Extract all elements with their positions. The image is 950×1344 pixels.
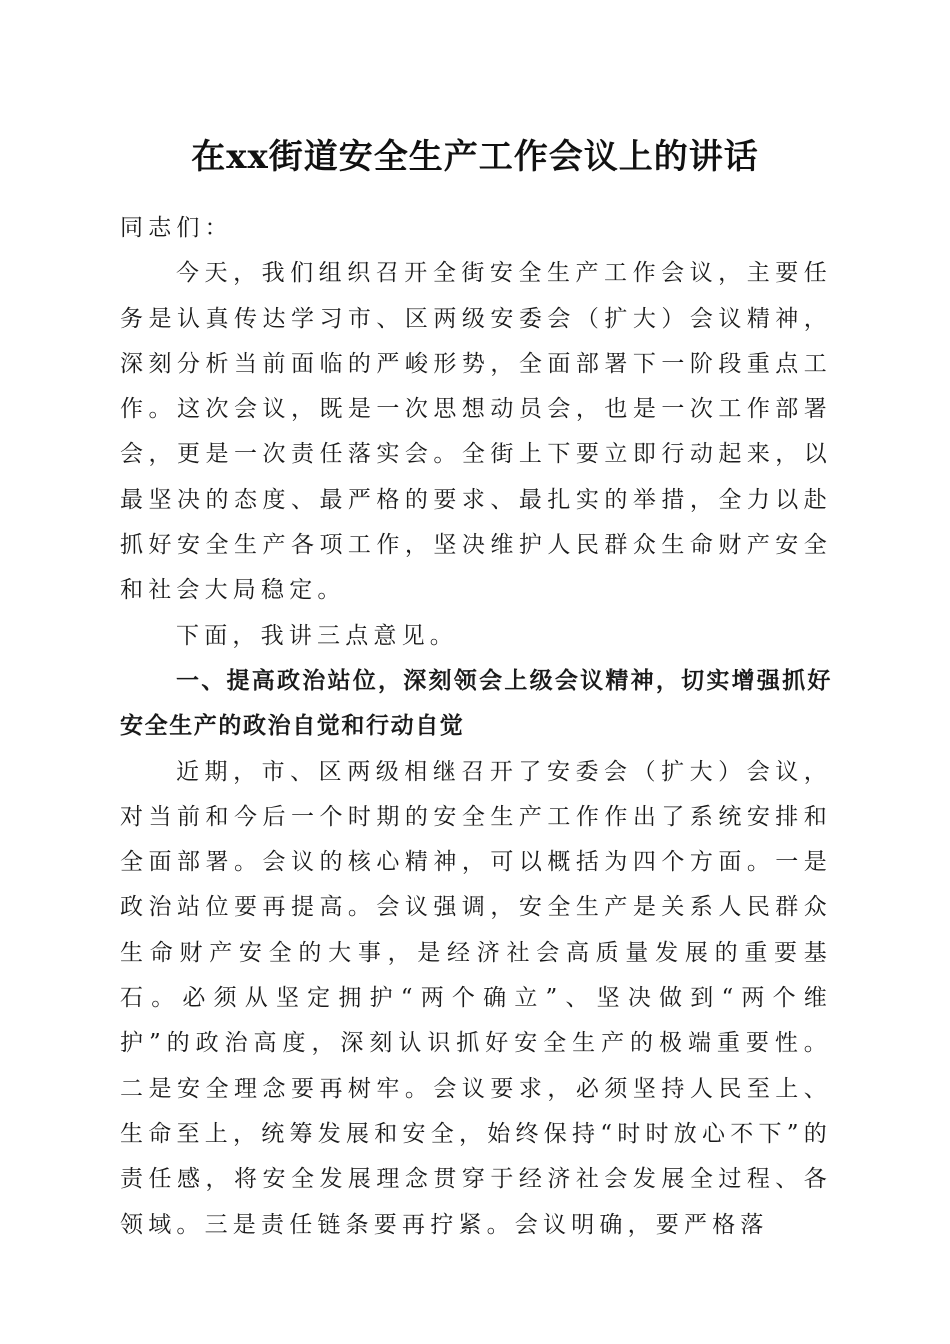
paragraph-opening: 今天，我们组织召开全街安全生产工作会议，主要任务是认真传达学习市、区两级安委会（扩大）会议精神，深刻分析当前面临的严峻形势，全面部署下一阶段重点工作。这次会议，既是一次思想动员会，也是一次工作部署会，更是一次责任落实会。全街上下要立即行动起来，以最坚决的态度、最严格的要求、最扎实的举措，全力以赴抓好安全生产各项工作，坚决维护人民群众生命财产安全和社会大局稳定。 [120,260,832,604]
document-body [120,206,832,1248]
document-title: 在xx街道安全生产工作会议上的讲话 [191,137,759,177]
paragraph-section-1: 近期，市、区两级相继召开了安委会（扩大）会议，对当前和今后一个时期的安全生产工作作出了系统安排和全面部署。会议的核心精神，可以概括为四个方面。一是政治站位要再提高。会议强调，安全生产是关系人民群众生命财产安全的大事，是经济社会高质量发展的重要基石。必须从坚定拥护“两个确立”、坚决做到“两个维护”的政治高度，深刻认识抓好安全生产的极端重要性。二是安全理念要再树牢。会议要求，必须坚持人民至上、生命至上，统筹发展和安全，始终保持“时时放心不下”的责任感，将安全发展理念贯穿于经济社会发展全过程、各领域。三是责任链条要再拧紧。会议明确，要严格落 [120,758,832,1238]
paragraph-outline: 下面，我讲三点意见。 [176,622,458,649]
section-heading-1: 一、提高政治站位，深刻领会上级会议精神，切实增强抓好安全生产的政治自觉和行动自觉 [120,667,832,740]
salutation: 同志们： [120,215,233,241]
